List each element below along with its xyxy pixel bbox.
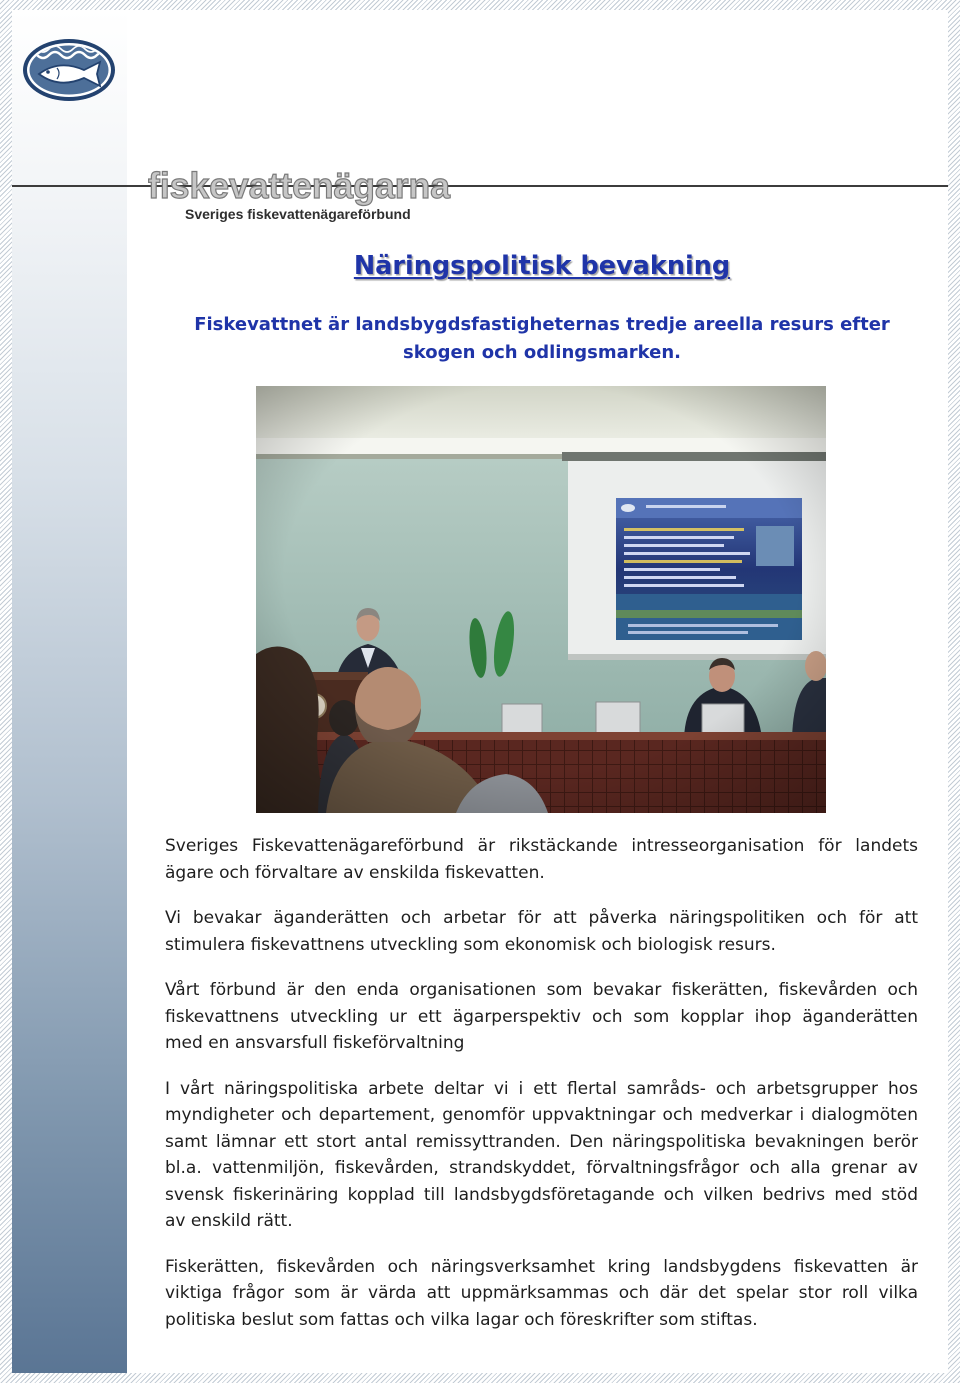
sidebar-gradient: [12, 10, 127, 1373]
text-line: I vårt näringspolitiska arbete deltar vi i ett flertal samråds- och arbetsgrupper hos: [165, 1078, 918, 1099]
conference-photo: [256, 386, 826, 813]
paragraph: [165, 833, 918, 886]
text-line: politiska beslut som fattas och vilka lagar och föreskrifter som stiftas.: [165, 1309, 758, 1330]
text-line: Sveriges Fiskevattenägareförbund är rikstäckande intresseorganisation för landets: [165, 836, 918, 856]
page-title: Näringspolitisk bevakning: [353, 251, 731, 281]
text-line: bl.a. vattenmiljön, fiskevården, strandskyddet, förvaltningsfrågor och alla grenar av: [165, 1158, 918, 1178]
text-line: myndigheter och departement, genomför uppvaktningar och medverkar i dialogmöten: [165, 1105, 918, 1125]
body-text: [165, 833, 918, 1352]
paragraph: [165, 1254, 918, 1334]
wordmark-logo: [146, 158, 458, 206]
organisation-tagline: Sveriges fiskevattenägareförbund: [185, 206, 411, 222]
text-line: stimulera fiskevattnens utveckling som ekonomisk och biologisk resurs.: [165, 934, 776, 955]
paragraph: [165, 905, 918, 958]
text-line: Vårt förbund är den enda organisationen som bevakar fiskerätten, fiskevården och: [165, 980, 918, 1000]
text-line: av enskild rätt.: [165, 1211, 293, 1231]
text-line: Fiskerätten, fiskevården och näringsverksamhet kring landsbygdens fiskevatten är: [165, 1256, 918, 1277]
text-line: med en ansvarsfull fiskeförvaltning: [165, 1033, 465, 1053]
subtitle-line: skogen och odlingsmarken.: [403, 342, 681, 363]
text-line: viktiga frågor som är värda att uppmärksammas och där det spelar stor roll vilka: [165, 1283, 918, 1303]
fish-emblem-icon: [21, 37, 117, 103]
text-line: fiskevattnens utveckling ur ett ägarperspektiv och som kopplar ihop äganderätten: [165, 1006, 918, 1027]
text-line: Vi bevakar äganderätten och arbetar för att påverka näringspolitiken och för att: [165, 908, 918, 928]
subtitle: [142, 311, 942, 367]
paragraph: [165, 977, 918, 1057]
text-line: ägare och förvaltare av enskilda fiskevatten.: [165, 862, 545, 883]
text-line: svensk fiskerinäring kopplad till landsbygdsföretagande och vilken bedrivs med stöd: [165, 1184, 918, 1205]
subtitle-line: Fiskevattnet är landsbygdsfastigheternas tredje areella resurs efter: [194, 314, 890, 335]
photo-vignette: [256, 386, 826, 813]
text-line: samt lämnar ett stort antal remissyttranden. Den näringspolitiska bevakningen berör: [165, 1131, 918, 1152]
wordmark-text: fiskevattenägarna: [148, 165, 451, 206]
paragraph: [165, 1076, 918, 1235]
